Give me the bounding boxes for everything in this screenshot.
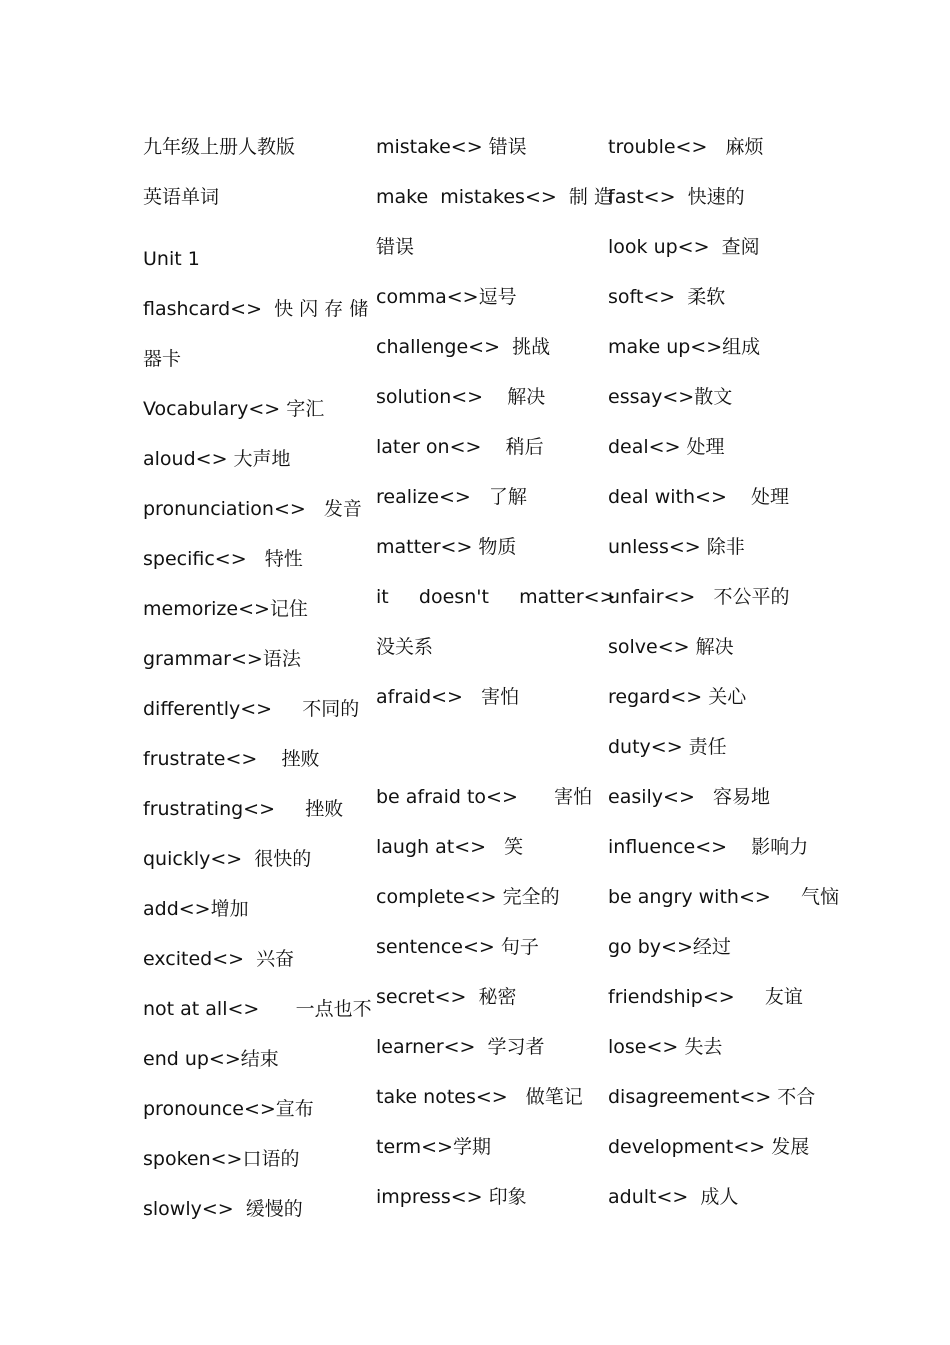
vocab-line: secret<> 秘密 xyxy=(376,986,517,1008)
unit-heading: Unit 1 xyxy=(143,248,200,270)
vocab-line: deal<> 处理 xyxy=(608,436,725,458)
vocab-line: it doesn't matter<> xyxy=(376,586,616,608)
vocab-line: laugh at<> 笑 xyxy=(376,836,524,858)
vocab-line: 没关系 xyxy=(376,636,434,658)
vocab-line: duty<> 责任 xyxy=(608,736,727,758)
spacer xyxy=(143,222,368,234)
vocab-line: comma<>逗号 xyxy=(376,286,517,308)
vocab-line: influence<> 影响力 xyxy=(608,836,809,858)
vocab-line: be angry with<> 气恼 xyxy=(608,886,839,908)
vocab-line: soft<> 柔软 xyxy=(608,286,726,308)
vocab-line: make up<>组成 xyxy=(608,336,761,358)
vocab-line: specific<> 特性 xyxy=(143,548,303,570)
vocab-line: add<>增加 xyxy=(143,898,249,920)
vocab-line: pronounce<>宣布 xyxy=(143,1098,314,1120)
vocab-line: essay<>散文 xyxy=(608,386,733,408)
vocab-line: memorize<>记住 xyxy=(143,598,308,620)
vocab-line: solution<> 解决 xyxy=(376,386,546,408)
vocab-line: easily<> 容易地 xyxy=(608,786,770,808)
document-title: 九年级上册人教版 xyxy=(143,136,296,158)
vocab-line: excited<> 兴奋 xyxy=(143,948,295,970)
vocab-line: deal with<> 处理 xyxy=(608,486,790,508)
word-column-3 xyxy=(608,122,839,1222)
vocab-line: Vocabulary<> 字汇 xyxy=(143,398,325,420)
vocab-line: differently<> 不同的 xyxy=(143,698,360,720)
vocab-line: sentence<> 句子 xyxy=(376,936,539,958)
vocab-line: mistake<> 错误 xyxy=(376,136,527,158)
vocab-line: take notes<> 做笔记 xyxy=(376,1086,583,1108)
vocab-line: impress<> 印象 xyxy=(376,1186,527,1208)
vocab-line: grammar<>语法 xyxy=(143,648,301,670)
vocab-line: term<>学期 xyxy=(376,1136,491,1158)
vocab-line: afraid<> 害怕 xyxy=(376,686,520,708)
vocab-line: frustrate<> 挫败 xyxy=(143,748,320,770)
vocab-line: regard<> 关心 xyxy=(608,686,747,708)
word-column-2 xyxy=(376,122,616,1222)
vocab-line: not at all<> 一点也不 xyxy=(143,998,372,1020)
vocab-line: frustrating<> 挫败 xyxy=(143,798,344,820)
vocab-line: solve<> 解决 xyxy=(608,636,734,658)
vocab-line: later on<> 稍后 xyxy=(376,436,544,458)
vocab-line: adult<> 成人 xyxy=(608,1186,739,1208)
vocab-line: lose<> 失去 xyxy=(608,1036,723,1058)
vocab-line: look up<> 查阅 xyxy=(608,236,760,258)
document-subtitle: 英语单词 xyxy=(143,186,220,208)
vocab-line: realize<> 了解 xyxy=(376,486,527,508)
vocab-line: make mistakes<> 制 造 xyxy=(376,186,613,208)
vocab-line: friendship<> 友谊 xyxy=(608,986,803,1008)
vocab-line: development<> 发展 xyxy=(608,1136,810,1158)
vocab-line: disagreement<> 不合 xyxy=(608,1086,816,1108)
vocab-line: learner<> 学习者 xyxy=(376,1036,545,1058)
vocab-line: spoken<>口语的 xyxy=(143,1148,300,1170)
vocab-line: 错误 xyxy=(376,236,415,258)
vocab-line: complete<> 完全的 xyxy=(376,886,560,908)
spacer xyxy=(376,722,598,772)
vocab-line: slowly<> 缓慢的 xyxy=(143,1198,303,1220)
vocab-line: matter<> 物质 xyxy=(376,536,517,558)
vocab-line: aloud<> 大声地 xyxy=(143,448,291,470)
vocab-line: pronunciation<> 发音 xyxy=(143,498,362,520)
word-column-1 xyxy=(143,122,372,1234)
vocab-line: trouble<> 麻烦 xyxy=(608,136,764,158)
vocab-line: quickly<> 很快的 xyxy=(143,848,312,870)
vocab-line: flashcard<> 快 闪 存 储 xyxy=(143,298,369,320)
vocab-line: unfair<> 不公平的 xyxy=(608,586,790,608)
vocab-line: end up<>结束 xyxy=(143,1048,279,1070)
vocab-line: challenge<> 挑战 xyxy=(376,336,551,358)
vocab-line: fast<> 快速的 xyxy=(608,186,745,208)
vocab-line: unless<> 除非 xyxy=(608,536,745,558)
vocab-line: be afraid to<> 害怕 xyxy=(376,786,593,808)
vocab-line: go by<>经过 xyxy=(608,936,731,958)
vocab-line: 器卡 xyxy=(143,348,182,370)
